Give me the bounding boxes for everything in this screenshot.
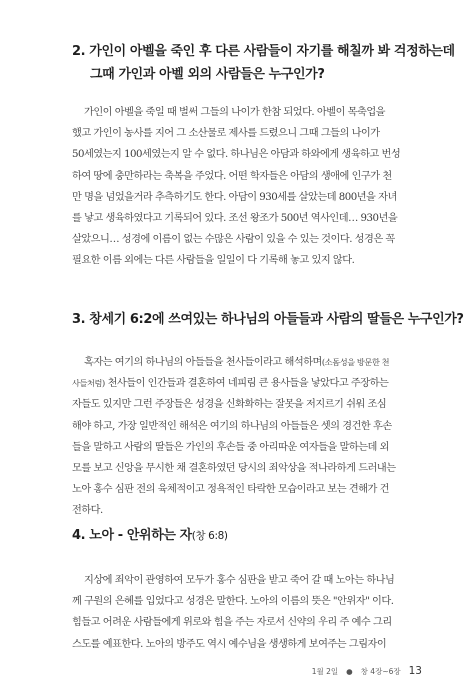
paragraph-line: 만 명을 넘었을거라 추측하기도 한다. 아담이 930세를 살았는데 800년을 자녀	[72, 191, 397, 203]
page-footer	[312, 665, 422, 677]
section-2-heading	[72, 40, 455, 86]
section-4-heading-line	[72, 524, 228, 548]
section-3-heading	[72, 308, 464, 331]
section-2-paragraph	[72, 102, 400, 272]
paragraph-line: 께 구원의 은혜를 입었다고 성경은 말한다. 노아의 이름의 뜻은 "안위자" 이다.	[72, 596, 394, 608]
parenthetical-note: (소돔성을 방문한 천	[321, 357, 390, 367]
section-4-heading-text: 4. 노아 - 안위하는 자	[72, 528, 192, 543]
section-3-paragraph	[72, 352, 396, 522]
section-4-heading	[72, 524, 228, 548]
paragraph-line: 노아 홍수 심판 전의 육체적이고 정욕적인 타락한 모습이라고 보는 견해가 건	[72, 484, 389, 496]
section-2-heading-line-2: 그때 가인과 아벨 외의 사람들은 누구인가?	[90, 67, 325, 82]
paragraph-line	[72, 352, 396, 373]
paragraph-line: 힘들고 어려운 사람들에게 위로와 힘을 주는 자로서 신약의 우리 주 예수 그리	[72, 617, 392, 629]
paragraph-line: 모를 보고 신앙을 무시한 채 결혼하였던 당시의 죄악상을 적나라하게 드러내는	[72, 463, 396, 475]
footer-chapter: 창 4장~6장	[360, 667, 401, 676]
paragraph-line: 가인이 아벨을 죽일 때 벌써 그들의 나이가 한참 되었다. 아벨이 목축업을	[84, 107, 386, 118]
paragraph-line: 스도를 예표한다. 노아의 방주도 역시 예수님을 생생하게 보여주는 그림자이	[72, 638, 387, 650]
paragraph-line: 50세였는지 100세였는지 알 수 없다. 하나님은 아담과 하와에게 생육하고 번성	[72, 149, 401, 161]
paragraph-line: 필요한 이름 외에는 다른 사람들을 일일이 다 기록해 놓고 있지 않다.	[72, 255, 355, 267]
paragraph-line: 살았으니… 성경에 이름이 없는 수많은 사람이 있을 수 있는 것이다. 성경은 꼭	[72, 234, 395, 246]
paragraph-line: 했고 가인이 농사를 지어 그 소산물로 제사를 드렸으니 그때 그들의 나이가	[72, 128, 380, 140]
paragraph-line: 를 낳고 생육하였다고 기록되어 있다. 조선 왕조가 500년 역사인데… 930년을	[72, 213, 398, 225]
parenthetical-note: 사들처럼)	[72, 378, 105, 389]
section-2-heading-line-1: 2. 가인이 아벨을 죽인 후 다른 사람들이 자기를 해칠까 봐 걱정하는데	[72, 44, 455, 59]
paragraph-line: 들을 말하고 사람의 딸들은 가인의 후손들 중 아리따운 여자들을 말하는데 외	[72, 441, 389, 453]
paragraph-line: 자들도 있지만 그런 주장들은 성경을 신화화하는 잘못을 저지르기 쉬워 조심	[72, 399, 387, 411]
section-4-heading-reference: (창 6:8)	[191, 530, 228, 542]
section-3-heading-text: 3. 창세기 6:2에 쓰여있는 하나님의 아들들과 사람의 딸들은 누구인가?	[72, 312, 464, 327]
paragraph-line: 해야 하고, 가장 일반적인 해석은 여기의 하나님의 아들들은 셋의 경건한 후손	[72, 420, 392, 432]
paragraph-line: 지상에 죄악이 관영하여 모두가 홍수 심판을 받고 죽어 갈 때 노아는 하나님	[84, 575, 395, 586]
footer-bullet: ●	[346, 667, 353, 676]
paragraph-line: 하여 땅에 충만하라는 축복을 주었다. 어떤 학자들은 아담의 생애에 인구가 천	[72, 170, 392, 182]
paragraph-text: 천사들이 인간들과 결혼하여 네피림 큰 용사들을 낳았다고 주장하는	[104, 378, 389, 390]
paragraph-text: 혹자는 여기의 하나님의 아들들을 천사들이라고 해석하며	[84, 357, 322, 368]
paragraph-line: 전하다.	[72, 505, 103, 517]
footer-date: 1월 2일	[311, 667, 339, 676]
page-number: 13	[408, 665, 422, 677]
section-4-paragraph	[72, 570, 394, 655]
paragraph-line	[72, 373, 396, 394]
